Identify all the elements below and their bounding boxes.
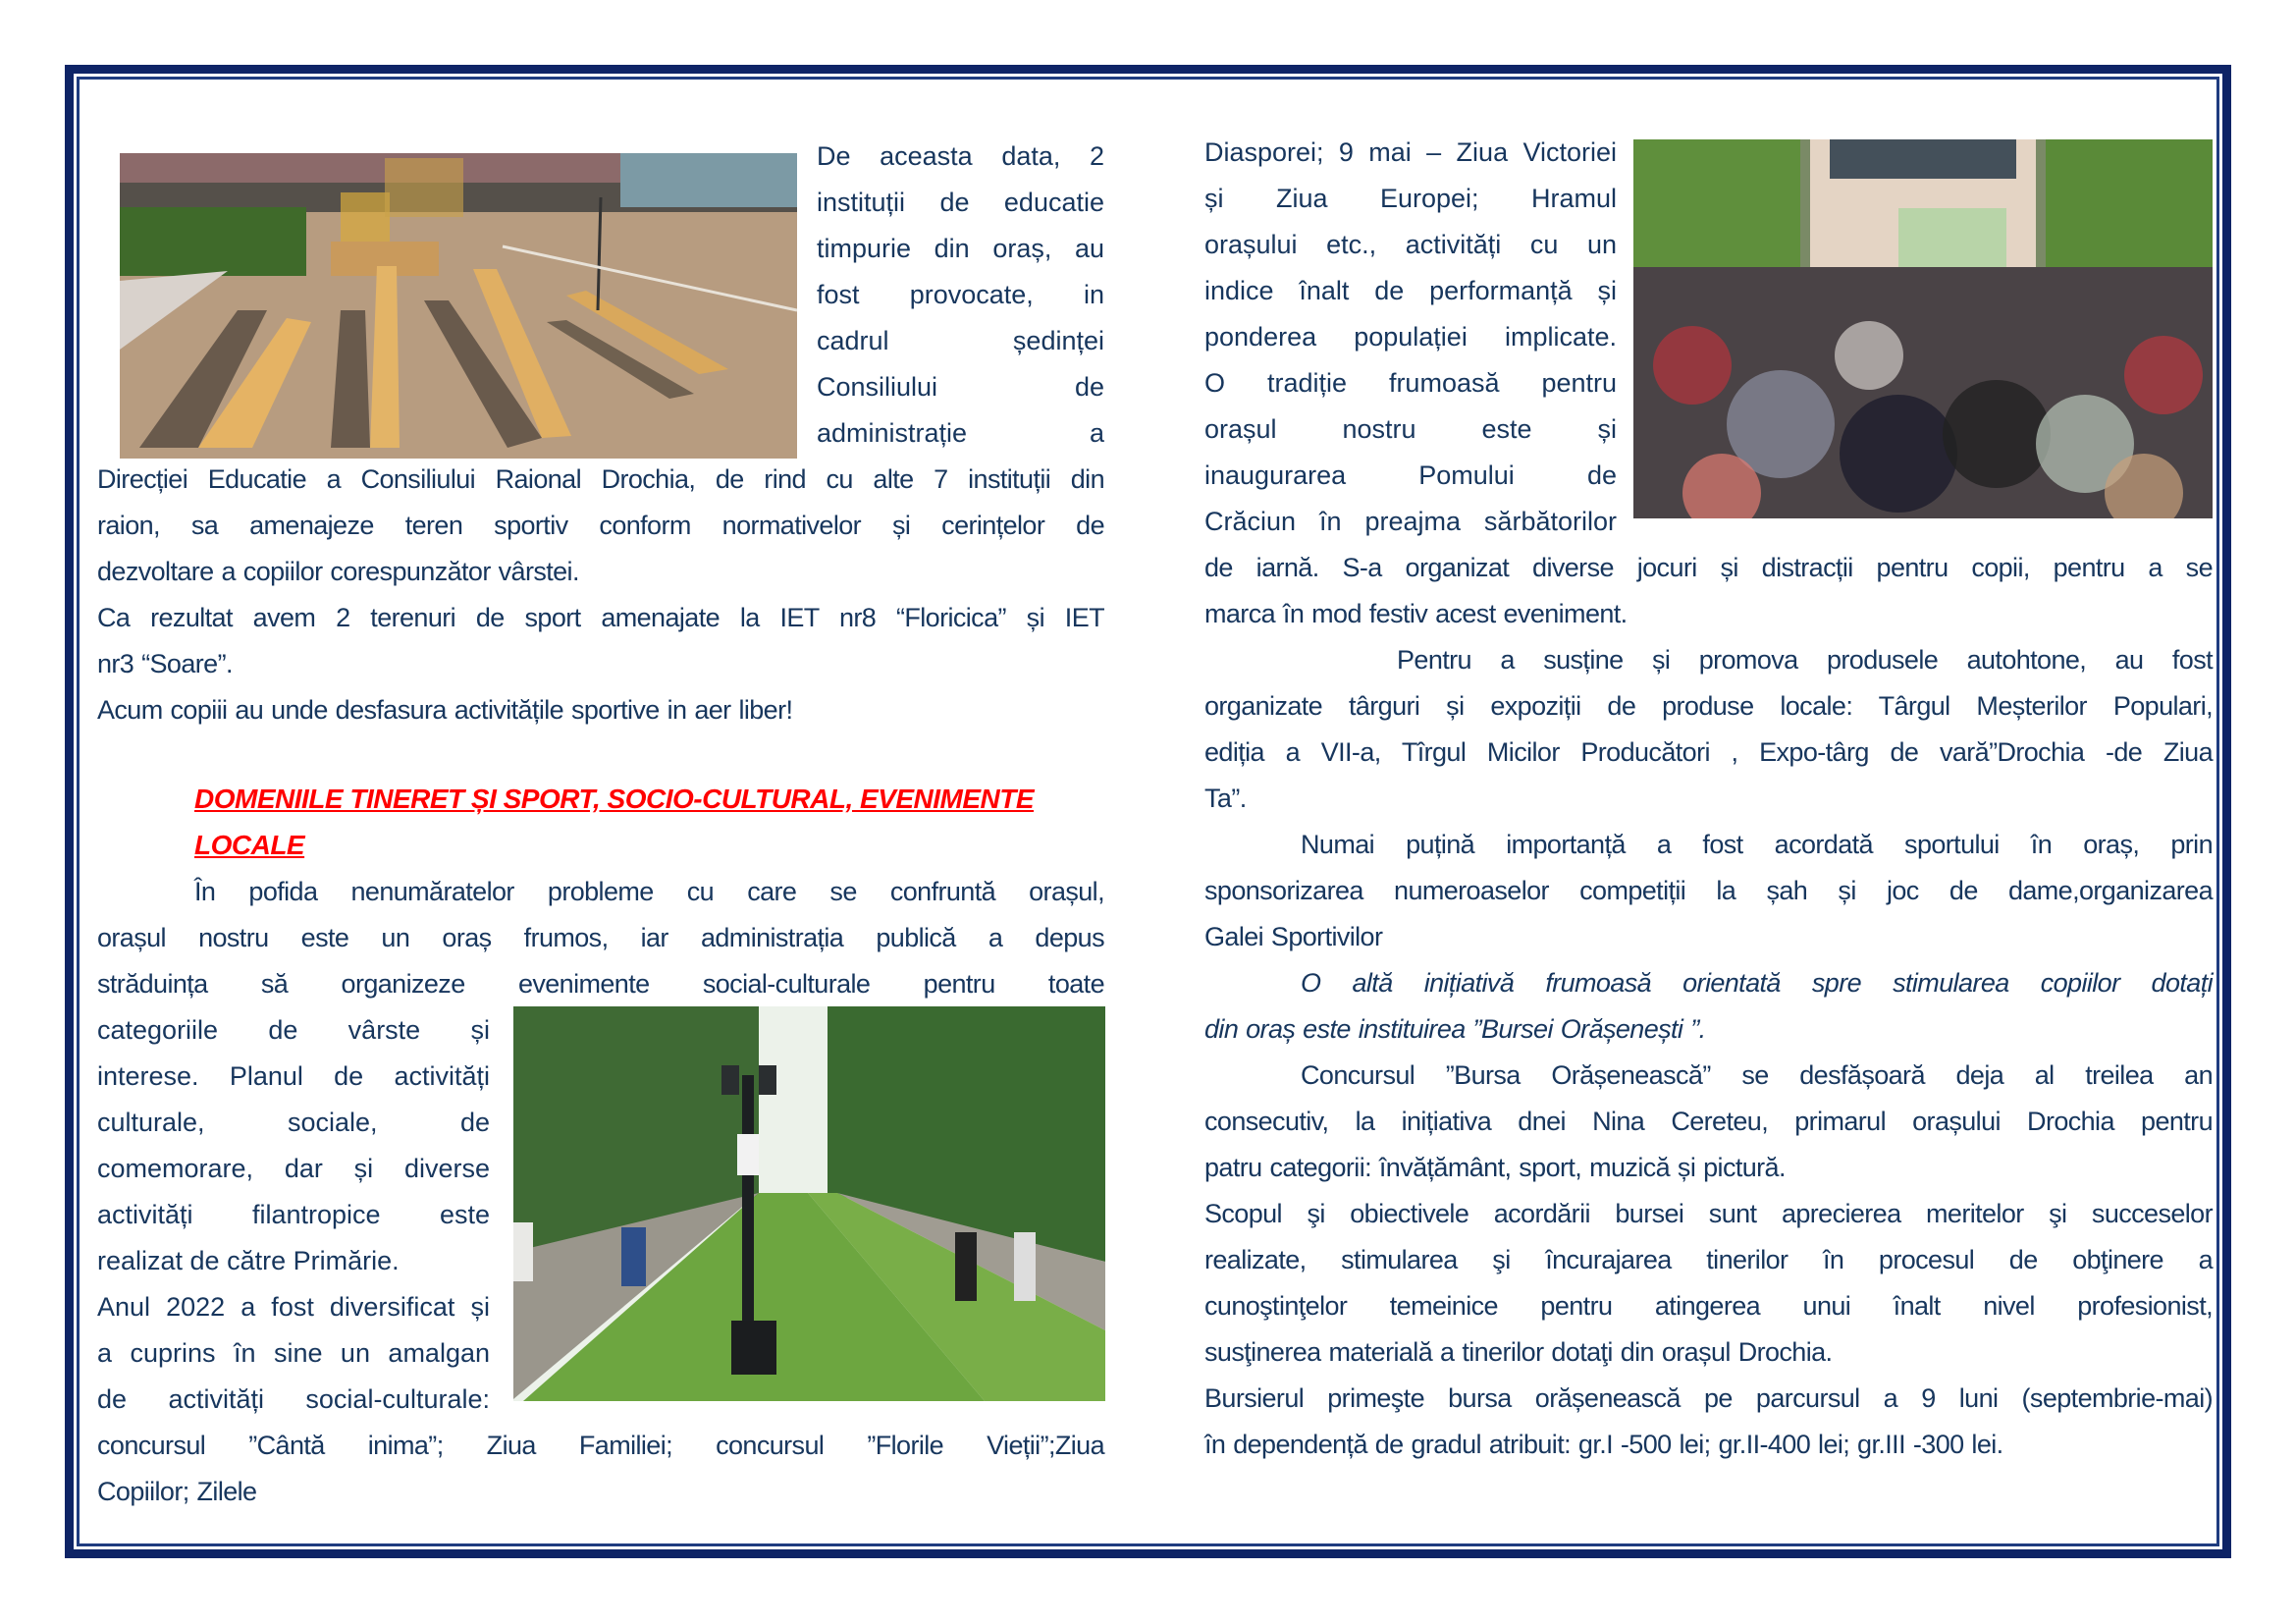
text-line: Pentru a susține și promova produsele autohtone, au fost [1397, 645, 2213, 675]
text-line: Copiilor; Zilele [97, 1477, 257, 1506]
text-line: și Ziua Europei; Hramul [1204, 184, 1617, 213]
text-line: Concursul ”Bursa Orășenească” se desfășoară deja al treilea an [1301, 1060, 2213, 1090]
text-line: a cuprins în sine un amalgan [97, 1338, 490, 1368]
text-line: orașul nostru este și [1204, 414, 1617, 444]
text-line: Bursierul primeşte bursa orășenească pe parcursul a 9 luni (septembrie-mai) [1204, 1383, 2213, 1413]
section-heading-line: DOMENIILE TINERET ȘI SPORT, SOCIO-CULTURAL, EVENIMENTE [194, 784, 1035, 814]
text-line: instituții de educatie [817, 188, 1104, 217]
text-line: Numai puțină importanță a fost acordată sportului în oraș, prin [1301, 830, 2213, 859]
text-line: cadrul ședinței [817, 326, 1104, 355]
photo-crowd-stage [1633, 139, 2213, 518]
text-line: Crăciun în preajma sărbătorilor [1204, 507, 1617, 536]
text-line: Ca rezultat avem 2 terenuri de sport amenajate la IET nr8 “Floricica” și IET [97, 603, 1104, 632]
text-line: realizate, stimularea şi încurajarea tinerilor în procesul de obţinere a [1204, 1245, 2213, 1274]
text-line: În pofida nenumăratelor probleme cu care se confruntă orașul, [194, 877, 1104, 906]
text-line: susţinerea materială a tinerilor dotaţi din orașul Drochia. [1204, 1337, 1833, 1367]
text-line: în dependență de gradul atribuit: gr.I -500 lei; gr.II-400 lei; gr.III -300 lei. [1204, 1430, 2003, 1459]
section-heading [194, 776, 1078, 868]
text-line: ediția a VII-a, Tîrgul Micilor Producători , Expo-târg de vară”Drochia -de Ziua [1204, 737, 2213, 767]
text-line: raion, sa amenajeze teren sportiv conform normativelor și cerințelor de [97, 511, 1104, 540]
text-line: străduința să organizeze evenimente social-culturale pentru toate [97, 969, 1104, 999]
text-line: culturale, sociale, de [97, 1108, 490, 1137]
text-line: inaugurarea Pomului de [1204, 460, 1617, 490]
text-line: concursul ”Cântă inima”; Ziua Familiei; concursul ”Florile Vieții”;Ziua [97, 1431, 1104, 1460]
text-line: realizat de către Primărie. [97, 1246, 400, 1275]
left-intro-full [97, 457, 1104, 733]
text-line: categoriile de vârste și [97, 1015, 490, 1045]
text-line: de iarnă. S-a organizat diverse jocuri și distracții pentru copii, pentru a se [1204, 553, 2213, 582]
text-line: dezvoltare a copiilor corespunzător vârstei. [97, 557, 579, 586]
text-line: Anul 2022 a fost diversificat și [97, 1292, 490, 1322]
right-narrow [1204, 130, 1617, 545]
text-line: De aceasta data, 2 [817, 141, 1104, 171]
text-line: O tradiție frumoasă pentru [1204, 368, 1617, 398]
left-events-full [97, 869, 1104, 1007]
text-line: Direcției Educatie a Consiliului Raional Drochia, de rind cu alte 7 instituții din [97, 464, 1104, 494]
text-line: Diasporei; 9 mai – Ziua Victoriei [1204, 137, 1617, 167]
text-line: consecutiv, la inițiativa dnei Nina Cereteu, primarul orașului Drochia pentru [1204, 1107, 2213, 1136]
text-line: orașului etc., activități cu un [1204, 230, 1617, 259]
photo-park-alley [513, 1006, 1105, 1401]
text-line: Scopul şi obiectivele acordării bursei sunt aprecierea meritelor şi succeselor [1204, 1199, 2213, 1228]
text-line: timpurie din oraș, au [817, 234, 1104, 263]
left-events-narrow [97, 1007, 490, 1423]
left-intro-narrow [817, 134, 1104, 457]
text-line: ponderea populației implicate. [1204, 322, 1617, 352]
photo-playground [120, 153, 797, 459]
left-events-end [97, 1423, 1104, 1515]
section-heading-line: LOCALE [194, 830, 305, 860]
text-line: O altă inițiativă frumoasă orientată spre stimularea copiilor dotați [1301, 968, 2213, 998]
text-line: activități filantropice este [97, 1200, 490, 1229]
text-line: sponsorizarea numeroaselor competiții la șah și joc de dame,organizarea [1204, 876, 2213, 905]
text-line: nr3 “Soare”. [97, 649, 233, 678]
text-line: Ta”. [1204, 784, 1247, 813]
text-line: Consiliului de [817, 372, 1104, 402]
text-line: de activități social-culturale: [97, 1384, 490, 1414]
text-line: fost provocate, in [817, 280, 1104, 309]
text-line: interese. Planul de activități [97, 1061, 490, 1091]
text-line: orașul nostru este un oraș frumos, iar administrația publică a depus [97, 923, 1104, 952]
text-line: din oraș este instituirea ”Bursei Orășenești ”. [1204, 1014, 1706, 1044]
text-line: indice înalt de performanță și [1204, 276, 1617, 305]
right-full [1204, 545, 2213, 1468]
text-line: comemorare, dar și diverse [97, 1154, 490, 1183]
text-line: marca în mod festiv acest eveniment. [1204, 599, 1628, 628]
text-line: Acum copiii au unde desfasura activitățile sportive in aer liber! [97, 695, 793, 725]
text-line: cunoştinţelor temeinice pentru atingerea unui înalt nivel profesionist, [1204, 1291, 2213, 1321]
text-line: administrație a [817, 418, 1104, 448]
text-line: organizate târguri și expoziții de produse locale: Târgul Meșterilor Populari, [1204, 691, 2213, 721]
text-line: patru categorii: învățământ, sport, muzică și pictură. [1204, 1153, 1786, 1182]
text-line: Galei Sportivilor [1204, 922, 1383, 951]
